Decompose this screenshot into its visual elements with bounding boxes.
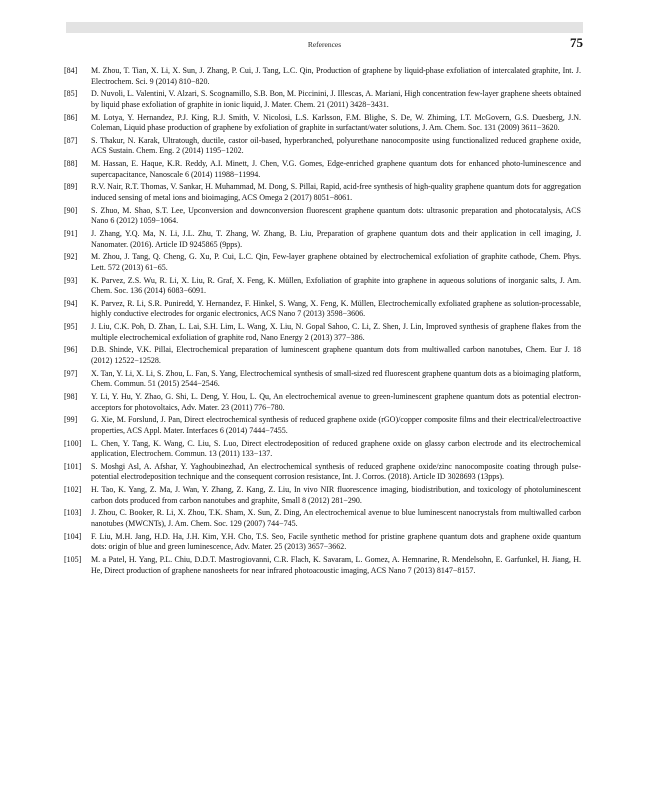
reference-text: S. Zhuo, M. Shao, S.T. Lee, Upconversion and downconversion fluorescent graphene quantum dots: ultrasonic preparation and photocatalysis, ACS Nano 6 (2012) 1059−1064. — [91, 205, 581, 226]
reference-item — [64, 136, 581, 157]
reference-number: [93] — [64, 275, 78, 285]
reference-item — [64, 182, 581, 203]
reference-number: [96] — [64, 345, 78, 355]
reference-number: [95] — [64, 322, 78, 332]
running-header — [66, 35, 583, 55]
reference-item — [64, 369, 581, 390]
reference-item — [64, 555, 581, 576]
reference-text: M. a Patel, H. Yang, P.L. Chiu, D.D.T. Mastrogiovanni, C.R. Flach, K. Savaram, L. Gomez, A. Hemnarine, R. Mendelsohn, E. Garfunkel, H. Jiang, H. He, Direct production of graphene nanosheets for near infrared photoacoustic imaging, ACS Nano 7 (2013) 8147−8157. — [91, 554, 581, 575]
reference-text: K. Parvez, Z.S. Wu, R. Li, X. Liu, R. Graf, X. Feng, K. Müllen, Exfoliation of graphite into graphene in aqueous solutions of inorganic salts, J. Am. Chem. Soc. 136 (2014) 6083−6091. — [91, 275, 581, 296]
reference-text: M. Zhou, J. Tang, Q. Cheng, G. Xu, P. Cui, L.C. Qin, Few-layer graphene obtained by electrochemical exfoliation of graphite cathode, Chem. Phys. Lett. 572 (2013) 61−65. — [91, 252, 581, 272]
reference-item — [64, 276, 581, 297]
reference-text: J. Zhang, Y.Q. Ma, N. Li, J.L. Zhu, T. Zhang, W. Zhang, B. Liu, Preparation of graphene quantum dots and their application in cell imaging, J. Nanomater. (2016). Article ID 9245865 (9pps). — [91, 228, 581, 249]
reference-number: [100] — [64, 438, 82, 448]
reference-item — [64, 299, 581, 320]
reference-number: [85] — [64, 89, 78, 99]
reference-number: [102] — [64, 485, 82, 495]
reference-text: L. Chen, Y. Tang, K. Wang, C. Liu, S. Luo, Direct electrodeposition of reduced graphene oxide on glassy carbon electrode and its electrochemical application, Electrochem. Commun. 13 (2011) 133−137. — [91, 438, 581, 459]
reference-number: [92] — [64, 252, 78, 262]
reference-text: D.B. Shinde, V.K. Pillai, Electrochemical preparation of luminescent graphene quantum dots from multiwalled carbon nanotubes, Chem. Eur J. 18 (2012) 12522−12528. — [91, 345, 581, 365]
reference-item — [64, 532, 581, 553]
reference-item — [64, 113, 581, 134]
reference-text: Y. Li, Y. Hu, Y. Zhao, G. Shi, L. Deng, Y. Hou, L. Qu, An electrochemical avenue to green-luminescent graphene quantum dots as potential electron-acceptors for photovoltaics, Adv. Mater. 23 (2011) 776−780. — [91, 391, 581, 412]
reference-number: [101] — [64, 461, 82, 471]
reference-item — [64, 89, 581, 110]
reference-item — [64, 345, 581, 366]
running-header-title: References — [307, 40, 342, 49]
reference-number: [103] — [64, 508, 82, 518]
reference-text: J. Liu, C.K. Poh, D. Zhan, L. Lai, S.H. Lim, L. Wang, X. Liu, N. Gopal Sahoo, C. Li, Z. Shen, J. Lin, Improved synthesis of graphene flakes from the multiple electrochemical exfoliation of graphite rod, Nano Energy 2 (2013) 377−386. — [91, 322, 581, 342]
reference-number: [97] — [64, 368, 78, 378]
reference-item — [64, 159, 581, 180]
reference-number: [86] — [64, 112, 78, 122]
reference-number: [87] — [64, 135, 78, 145]
reference-text: M. Zhou, T. Tian, X. Li, X. Sun, J. Zhang, P. Cui, J. Tang, L.C. Qin, Production of graphene by liquid-phase exfoliation of intercalated graphite, Int. J. Electrochem. Sci. 9 (2014) 810−820. — [91, 66, 581, 86]
reference-number: [91] — [64, 228, 78, 238]
reference-item — [64, 392, 581, 413]
reference-text: K. Parvez, R. Li, S.R. Puniredd, Y. Hernandez, F. Hinkel, S. Wang, X. Feng, K. Müllen, Electrochemically exfoliated graphene as solution-processable, highly conductive electrodes for organic electronics, ACS Nano 7 (2013) 3598−3606. — [91, 298, 581, 319]
reference-text: R.V. Nair, R.T. Thomas, V. Sankar, H. Muhammad, M. Dong, S. Pillai, Rapid, acid-free synthesis of high-quality graphene quantum dots for aggregation induced sensing of metal ions and bioimaging, ACS Omega 2 (2017) 8051−8061. — [91, 182, 581, 202]
reference-list — [64, 66, 581, 578]
reference-number: [105] — [64, 554, 82, 564]
reference-item — [64, 415, 581, 436]
reference-number: [98] — [64, 391, 78, 401]
reference-number: [88] — [64, 159, 78, 169]
header-band — [66, 22, 583, 33]
reference-number: [84] — [64, 66, 78, 75]
page-number: 75 — [570, 35, 583, 50]
reference-item — [64, 485, 581, 506]
reference-number: [89] — [64, 182, 78, 192]
reference-text: S. Moshgi Asl, A. Afshar, Y. Yaghoubinezhad, An electrochemical synthesis of reduced graphene oxide/zinc nanocomposite coating through pulse-potential electrodeposition technique and the consequent corrosion resistance, Int. J. Corros. (2018). Article ID 3028693 (13pps). — [91, 461, 581, 482]
reference-item — [64, 229, 581, 250]
reference-item — [64, 508, 581, 529]
reference-text: M. Hassan, E. Haque, K.R. Reddy, A.I. Minett, J. Chen, V.G. Gomes, Edge-enriched graphene quantum dots for enhanced photo-luminescence and supercapacitance, Nanoscale 6 (2014) 11988−11994. — [91, 159, 581, 179]
reference-number: [94] — [64, 298, 78, 308]
reference-number: [90] — [64, 205, 78, 215]
reference-text: M. Lotya, Y. Hernandez, P.J. King, R.J. Smith, V. Nicolosi, L.S. Karlsson, F.M. Blighe, S. De, W. Zhiming, I.T. McGovern, G.S. Duesberg, J.N. Coleman, Liquid phase production of graphene by exfoliation of graphite in surfactant/water solutions, J. Am. Chem. Soc. 131 (2009) 3611−3620. — [91, 112, 581, 133]
reference-item — [64, 462, 581, 483]
reference-text: H. Tao, K. Yang, Z. Ma, J. Wan, Y. Zhang, Z. Kang, Z. Liu, In vivo NIR fluorescence imaging, biodistribution, and toxicology of photoluminescent carbon dots produced from carbon nanotubes and graphite, Small 8 (2012) 281−290. — [91, 485, 581, 505]
reference-text: F. Liu, M.H. Jang, H.D. Ha, J.H. Kim, Y.H. Cho, T.S. Seo, Facile synthetic method for pristine graphene quantum dots and graphene oxide quantum dots: origin of blue and green luminescence, Adv. Mater. 25 (2013) 3657−3662. — [91, 531, 581, 552]
reference-text: J. Zhou, C. Booker, R. Li, X. Zhou, T.K. Sham, X. Sun, Z. Ding, An electrochemical avenue to blue luminescent nanocrystals from multiwalled carbon nanotubes (MWCNTs), J. Am. Chem. Soc. 129 (2007) 744−745. — [91, 508, 581, 528]
reference-item — [64, 322, 581, 343]
reference-item — [64, 206, 581, 227]
reference-item — [64, 66, 581, 87]
reference-text: D. Nuvoli, L. Valentini, V. Alzari, S. Scognamillo, S.B. Bon, M. Piccinini, J. Illescas, A. Mariani, High concentration few-layer graphene sheets obtained by liquid phase exfoliation of graphite in ionic liquid, J. Mater. Chem. 21 (2011) 3428−3431. — [91, 89, 581, 109]
reference-text: G. Xie, M. Forslund, J. Pan, Direct electrochemical synthesis of reduced graphene oxide (rGO)/copper composite films and their electrical/electroactive properties, ACS Appl. Mater. Interfaces 6 (2014) 7444−7455. — [91, 415, 581, 435]
reference-text: X. Tan, Y. Li, X. Li, S. Zhou, L. Fan, S. Yang, Electrochemical synthesis of small-sized red fluorescent graphene quantum dots as a bioimaging platform, Chem. Commun. 51 (2015) 2544−2546. — [91, 368, 581, 389]
reference-number: [104] — [64, 531, 82, 541]
reference-item — [64, 252, 581, 273]
reference-text: S. Thakur, N. Karak, Ultratough, ductile, castor oil-based, hyperbranched, polyurethane nanocomposite using functionalized reduced graphene oxide, ACS Sustain. Chem. Eng. 2 (2014) 1195−1202. — [91, 135, 581, 156]
reference-number: [99] — [64, 415, 78, 425]
reference-item — [64, 439, 581, 460]
